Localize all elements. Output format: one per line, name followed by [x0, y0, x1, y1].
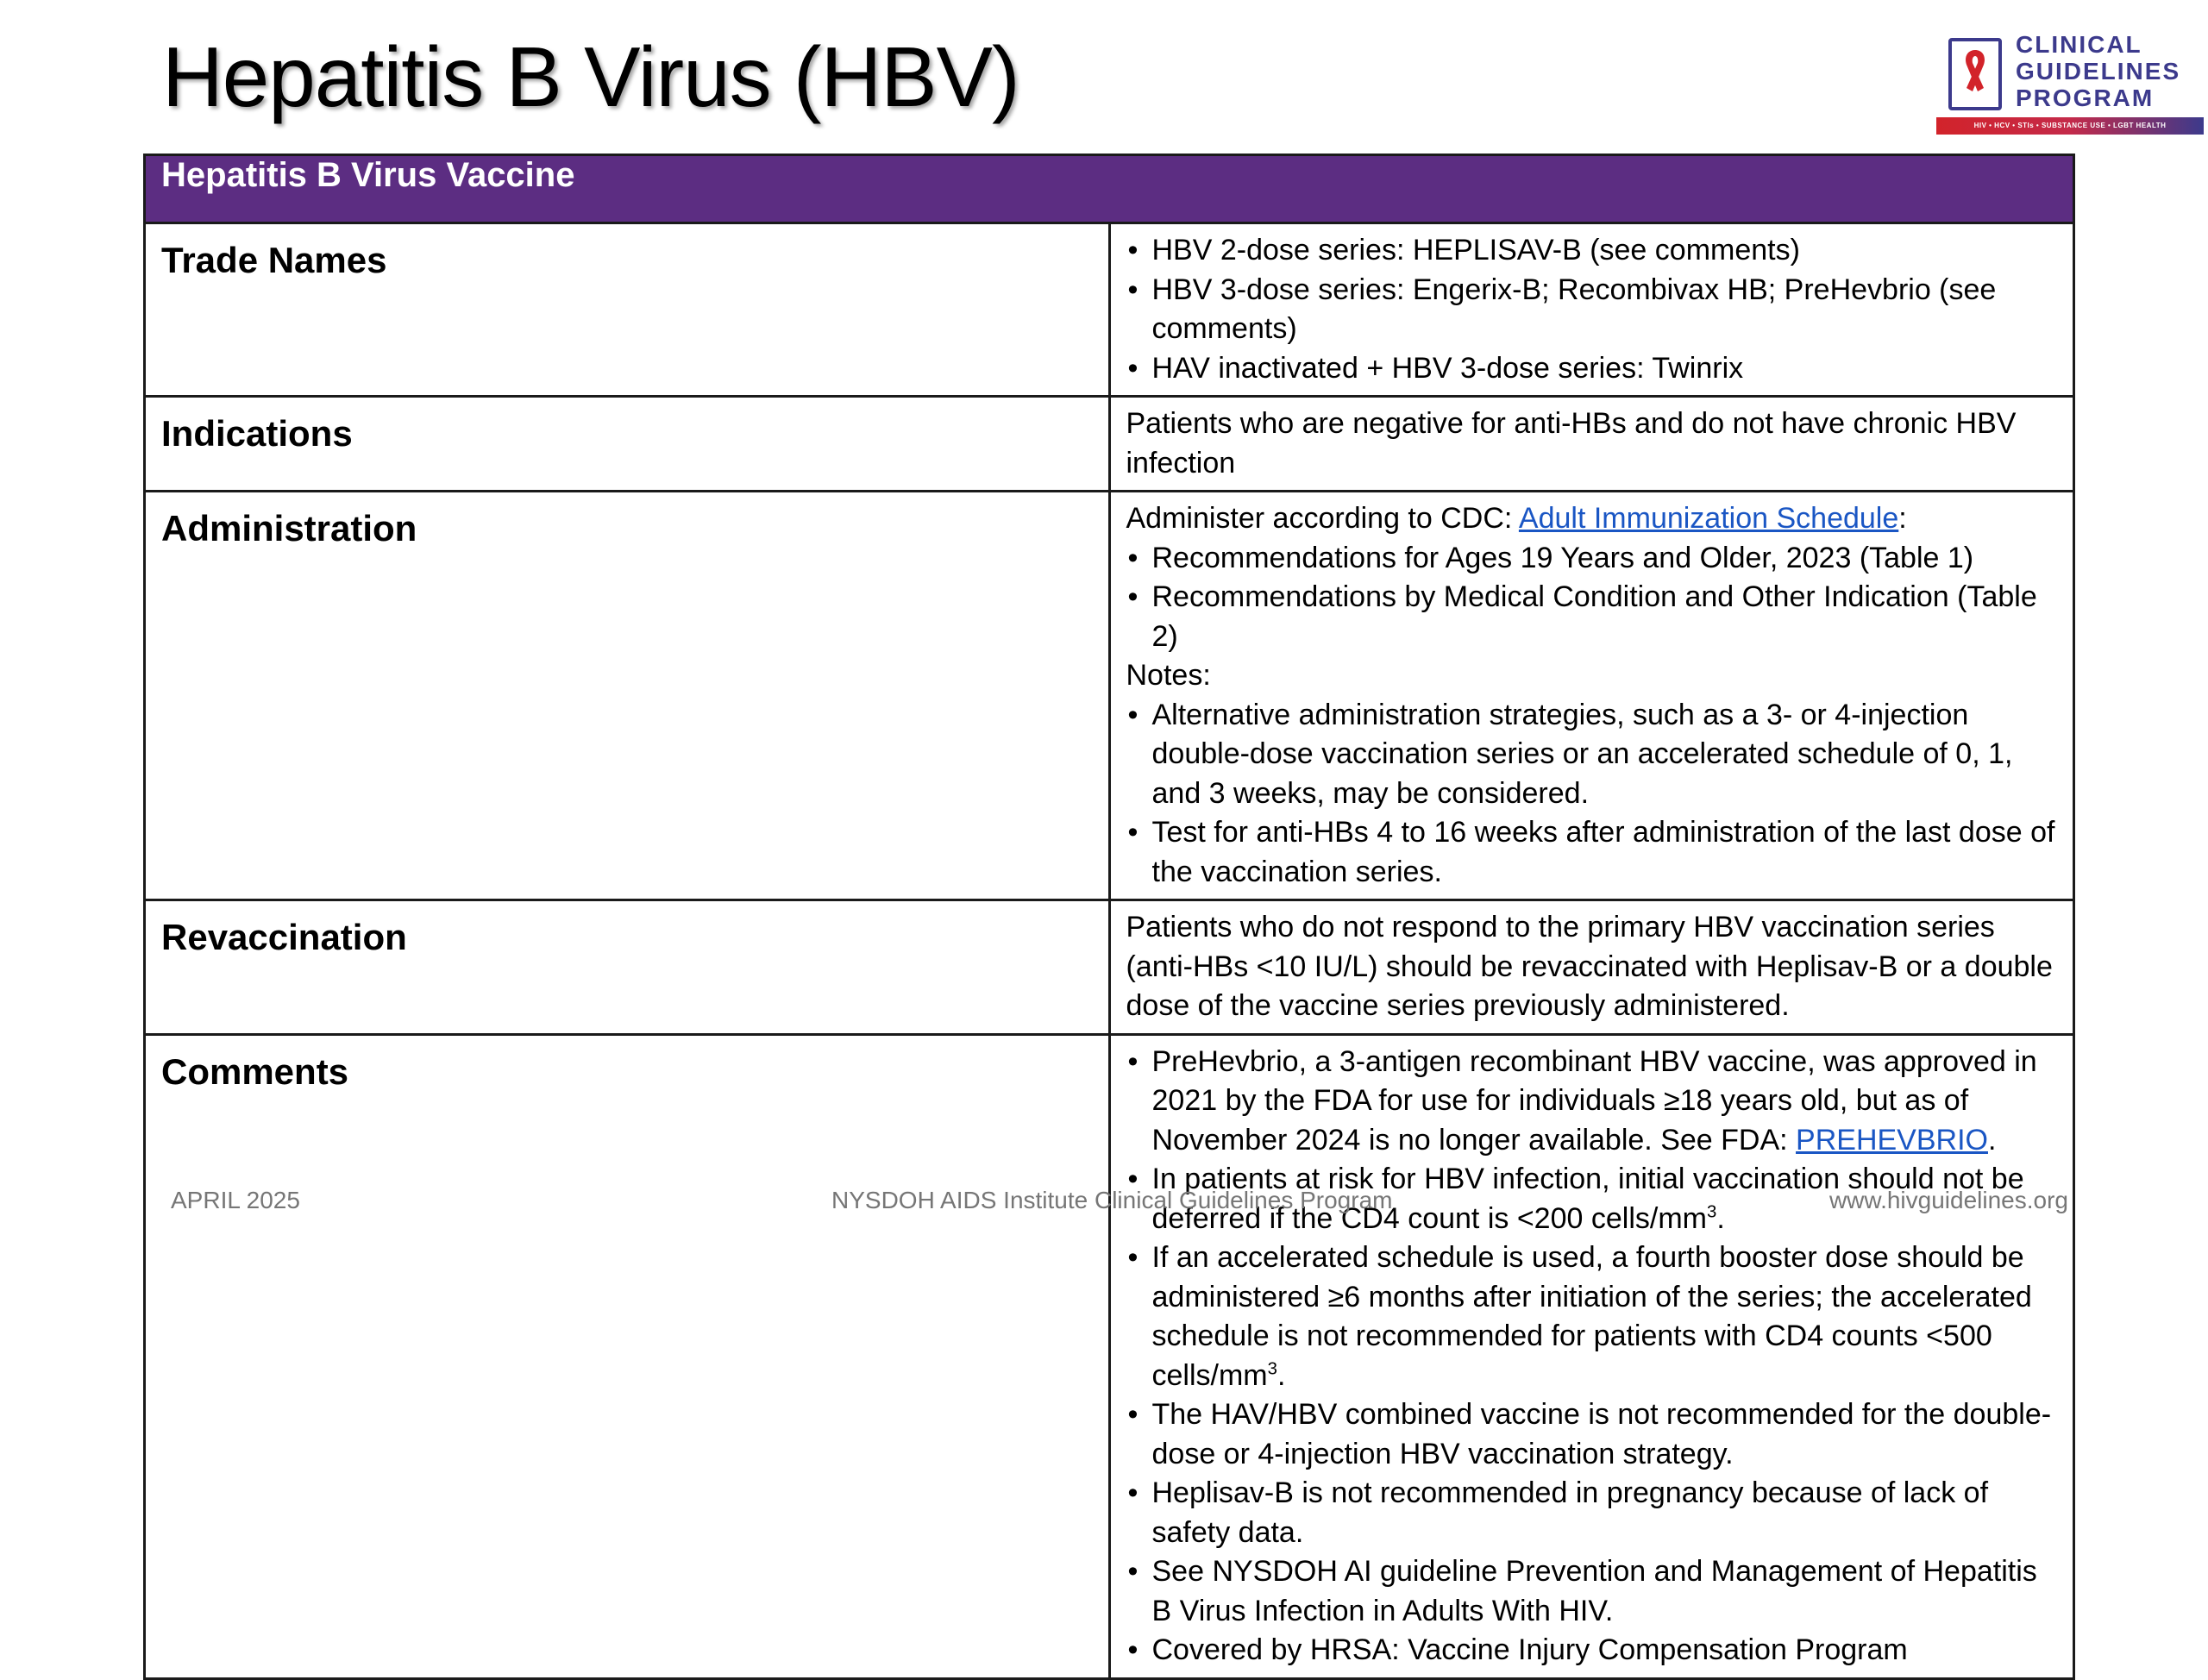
- table-header: Hepatitis B Virus Vaccine: [145, 155, 2074, 223]
- page-title: Hepatitis B Virus (HBV): [162, 29, 1019, 124]
- table-row-trade-names: [145, 223, 2074, 397]
- row-content-administration: [1109, 492, 2074, 900]
- row-label-revaccination: Revaccination: [145, 900, 1110, 1035]
- footer-website: www.hivguidelines.org: [1828, 1187, 2068, 1213]
- list-item: • Covered by HRSA: Vaccine Injury Compensation Program: [1126, 1631, 2058, 1671]
- revaccination-text: Patients who do not respond to the primary HBV vaccination series (anti-HBs <10 IU/L) should be revaccinated with Heplisav-B or a double dose of the vaccine series previously administered.: [1126, 911, 2053, 1022]
- row-label-comments: Comments: [145, 1034, 1110, 1678]
- row-content-trade-names: [1109, 223, 2074, 397]
- administration-intro: [1126, 499, 2058, 539]
- administration-notes-list: [1126, 696, 2058, 893]
- table-row-administration: [145, 492, 2074, 900]
- administration-intro-suffix: :: [1898, 502, 1907, 535]
- administration-intro-prefix: Administer according to CDC:: [1126, 502, 1519, 535]
- list-item: • Heplisav-B is not recommended in pregnancy because of lack of safety data.: [1126, 1474, 2058, 1552]
- list-item: • See NYSDOH AI guideline Prevention and Management of Hepatitis B Virus Infection in Adults With HIV.: [1126, 1552, 2058, 1631]
- logo-line-1: CLINICAL: [2016, 31, 2142, 58]
- row-label-trade-names: Trade Names: [145, 223, 1110, 397]
- logo-wordmark: [2016, 31, 2180, 111]
- administration-list: [1126, 539, 2058, 657]
- comment-2-superscript: 3: [1706, 1202, 1717, 1222]
- administration-notes-label: Notes:: [1126, 659, 1211, 692]
- comments-list: [1126, 1043, 2058, 1671]
- logo-line-3: PROGRAM: [2016, 85, 2155, 111]
- logo-tagline: HIV • HCV • STIs • SUBSTANCE USE • LGBT HEALTH: [1936, 117, 2204, 135]
- comment-2-text: In patients at risk for HBV infection, initial vaccination should not be deferred if the CD4 count is <200 cells/mm: [1151, 1163, 2024, 1235]
- row-content-revaccination: [1109, 900, 2074, 1035]
- list-item: • HBV 3-dose series: Engerix-B; Recombivax HB; PreHevbrio (see comments): [1126, 271, 2058, 349]
- table-row-comments: [145, 1034, 2074, 1678]
- row-label-indications: Indications: [145, 397, 1110, 492]
- row-label-administration: Administration: [145, 492, 1110, 900]
- comment-2-end: .: [1716, 1201, 1725, 1235]
- clinical-guidelines-logo: [1936, 31, 2204, 140]
- adult-immunization-schedule-link[interactable]: Adult Immunization Schedule: [1518, 502, 1899, 535]
- list-item: • Recommendations by Medical Condition and Other Indication (Table 2): [1126, 578, 2058, 656]
- list-item: • Alternative administration strategies, such as a 3- or 4-injection double-dose vaccination series or an accelerated schedule of 0, 1, and 3 weeks, may be considered.: [1126, 696, 2058, 814]
- list-item: [1126, 1043, 2058, 1161]
- list-item: • Test for anti-HBs 4 to 16 weeks after administration of the last dose of the vaccination series.: [1126, 813, 2058, 892]
- ribbon-icon: [1948, 38, 2002, 110]
- indications-text: Patients who are negative for anti-HBs and do not have chronic HBV infection: [1126, 407, 2017, 480]
- logo-line-2: GUIDELINES: [2016, 58, 2181, 85]
- footer-date: APRIL 2025: [171, 1187, 300, 1213]
- comment-1-text: PreHevbrio, a 3-antigen recombinant HBV vaccine, was approved in 2021 by the FDA for use for individuals ≥18 years old, but as of November 2024 is no longer available. See FDA:: [1151, 1044, 2037, 1157]
- row-content-comments: [1109, 1034, 2074, 1678]
- list-item: • Recommendations for Ages 19 Years and Older, 2023 (Table 1): [1126, 539, 2058, 579]
- footer-program: NYSDOH AIDS Institute Clinical Guidelines Program: [831, 1187, 1393, 1213]
- table-header-row: [145, 155, 2074, 223]
- row-content-indications: [1109, 397, 2074, 492]
- prehevbrio-link[interactable]: PREHEVBRIO: [1796, 1123, 1988, 1157]
- list-item: • The HAV/HBV combined vaccine is not recommended for the double-dose or 4-injection HBV vaccination strategy.: [1126, 1395, 2058, 1474]
- table-row-indications: [145, 397, 2074, 492]
- list-item: • HBV 2-dose series: HEPLISAV-B (see comments): [1126, 231, 2058, 271]
- comment-3-text: If an accelerated schedule is used, a fourth booster dose should be administered ≥6 months after initiation of the series; the accelerated schedule is not recommended for patients with CD4 counts <500 cells/mm: [1151, 1241, 2032, 1392]
- table-row-revaccination: [145, 900, 2074, 1035]
- comment-1-end: .: [1987, 1123, 1997, 1157]
- list-item: [1126, 1238, 2058, 1395]
- comment-3-superscript: 3: [1267, 1359, 1277, 1379]
- list-item: • HAV inactivated + HBV 3-dose series: Twinrix: [1126, 349, 2058, 389]
- trade-names-list: [1126, 231, 2058, 388]
- comment-3-end: .: [1276, 1358, 1286, 1392]
- vaccine-table: [143, 154, 2075, 1680]
